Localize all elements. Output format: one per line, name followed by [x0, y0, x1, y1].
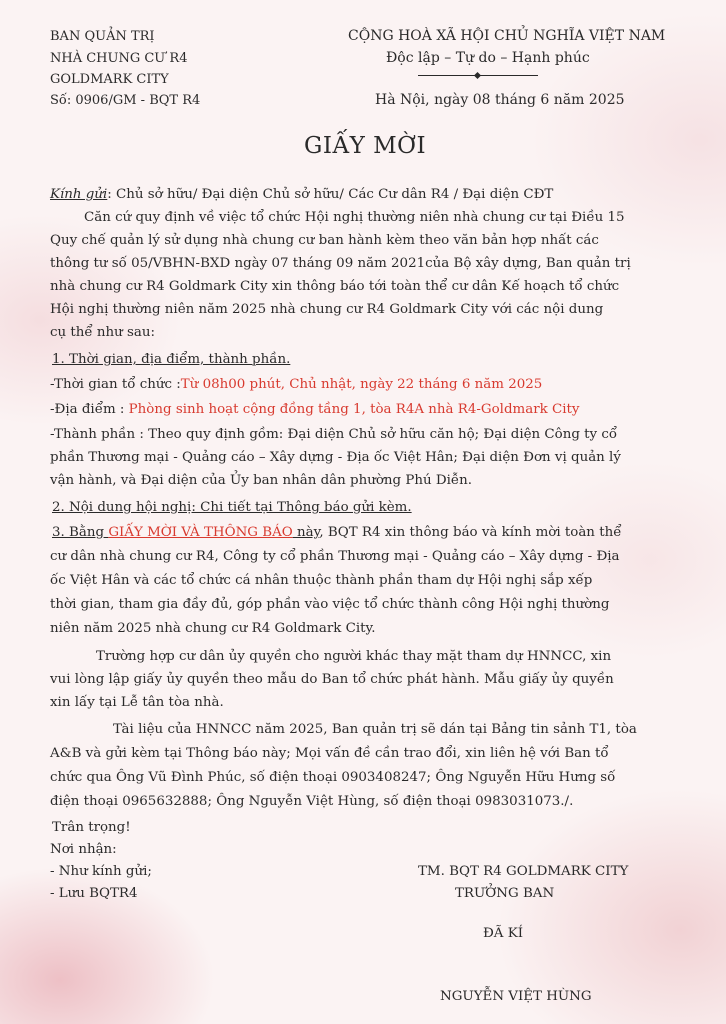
section3-suffix: này: [292, 525, 320, 540]
section3-line: cư dân nhà chung cư R4, Công ty cổ phần Thương mại - Quảng cáo – Xây dựng - Địa: [50, 549, 620, 564]
participants-line: -Thành phần : Theo quy định gồm: Đại diện Chủ sở hữu căn hộ; Đại diện Công ty cổ: [50, 427, 618, 442]
section3-highlight: GIẤY MỜI VÀ THÔNG BÁO: [108, 525, 293, 540]
section3-line: thời gian, tham gia đầy đủ, góp phần vào việc tổ chức thành công Hội nghị thường: [50, 597, 610, 612]
recipient-item: - Như kính gửi;: [50, 864, 152, 879]
meeting-place-label: -Địa điểm :: [50, 402, 129, 417]
intro-line: Căn cứ quy định về việc tổ chức Hội nghị thường niên nhà chung cư tại Điều 15: [84, 210, 625, 225]
salutation-text: : Chủ sở hữu/ Đại diện Chủ sở hữu/ Các Cư dân R4 / Đại diện CĐT: [107, 187, 554, 202]
documents-line: chức qua Ông Vũ Đình Phúc, số điện thoại 0903408247; Ông Nguyễn Hữu Hưng số: [50, 770, 616, 785]
salutation-label: Kính gửi: [50, 187, 108, 202]
national-motto: Độc lập – Tự do – Hạnh phúc: [386, 50, 590, 66]
intro-line: Quy chế quản lý sử dụng nhà chung cư ban hành kèm theo văn bản hợp nhất các: [50, 233, 599, 248]
signer-name: NGUYỄN VIỆT HÙNG: [440, 989, 592, 1004]
section3-prefix: 3. Bằng: [52, 525, 109, 540]
section3-first-line: [52, 521, 621, 544]
section3-line: niên năm 2025 nhà chung cư R4 Goldmark City.: [50, 621, 376, 636]
signature-role: TRƯỞNG BAN: [455, 886, 555, 901]
participants-line: phần Thương mại - Quảng cáo – Xây dựng - Địa ốc Việt Hân; Đại diện Đơn vị quản lý: [50, 450, 621, 465]
proxy-line: vui lòng lập giấy ủy quyền theo mẫu do Ban tổ chức phát hành. Mẫu giấy ủy quyền: [50, 672, 614, 687]
intro-line: thông tư số 05/VBHN-BXD ngày 07 tháng 09 năm 2021của Bộ xây dựng, Ban quản trị: [50, 256, 631, 271]
section3-line: ốc Việt Hân và các tổ chức cá nhân thuộc thành phần tham dự Hội nghị sắp xếp: [50, 573, 593, 588]
section2-heading: 2. Nội dung hội nghị: Chi tiết tại Thông báo gửi kèm.: [52, 500, 412, 515]
intro-line: Hội nghị thường niên năm 2025 nhà chung cư R4 Goldmark City với các nội dung: [50, 302, 604, 317]
documents-line: Tài liệu của HNNCC năm 2025, Ban quản trị sẽ dán tại Bảng tin sảnh T1, tòa: [113, 722, 637, 737]
meeting-place-value: Phòng sinh hoạt cộng đồng tầng 1, tòa R4A nhà R4-Goldmark City: [128, 402, 580, 417]
document-number: Số: 0906/GM - BQT R4: [50, 93, 201, 108]
meeting-place: [50, 398, 579, 421]
meeting-time-label: -Thời gian tổ chức :: [50, 377, 181, 392]
org-name-line3: GOLDMARK CITY: [50, 72, 169, 87]
org-name-line1: BAN QUẢN TRỊ: [50, 29, 155, 44]
documents-line: A&B và gửi kèm tại Thông báo này; Mọi vấn đề cần trao đổi, xin liên hệ với Ban tổ: [50, 746, 609, 761]
issue-date: Hà Nội, ngày 08 tháng 6 năm 2025: [375, 92, 625, 108]
meeting-time-value: Từ 08h00 phút, Chủ nhật, ngày 22 tháng 6 năm 2025: [180, 377, 543, 392]
meeting-time: [50, 373, 542, 396]
recipient-item: - Lưu BQTR4: [50, 886, 138, 901]
section1-heading: 1. Thời gian, địa điểm, thành phần.: [52, 352, 291, 367]
intro-line: nhà chung cư R4 Goldmark City xin thông báo tới toàn thể cư dân Kế hoạch tổ chức: [50, 279, 620, 294]
divider-diamond: [474, 72, 481, 79]
closing-text: Trân trọng!: [52, 820, 131, 835]
proxy-line: Trường hợp cư dân ủy quyền cho người khác thay mặt tham dự HNNCC, xin: [96, 649, 612, 664]
recipients-label: Nơi nhận:: [50, 842, 117, 857]
documents-line: điện thoại 0965632888; Ông Nguyễn Việt Hùng, số điện thoại 0983031073./.: [50, 794, 574, 809]
national-title: CỘNG HOÀ XÃ HỘI CHỦ NGHĨA VIỆT NAM: [348, 28, 666, 44]
participants-line: vận hành, và Đại diện của Ủy ban nhân dân phường Phú Diễn.: [50, 473, 473, 488]
proxy-line: xin lấy tại Lễ tân tòa nhà.: [50, 695, 224, 710]
salutation: [50, 183, 553, 206]
document-title: GIẤY MỜI: [304, 133, 427, 159]
header-divider: [418, 75, 538, 76]
org-name-line2: NHÀ CHUNG CƯ R4: [50, 51, 188, 66]
section3-rest: , BQT R4 xin thông báo và kính mời toàn thể: [319, 525, 622, 540]
intro-line: cụ thể như sau:: [50, 325, 156, 340]
signature-signed: ĐÃ KÍ: [483, 926, 524, 941]
signature-org: TM. BQT R4 GOLDMARK CITY: [418, 864, 629, 879]
